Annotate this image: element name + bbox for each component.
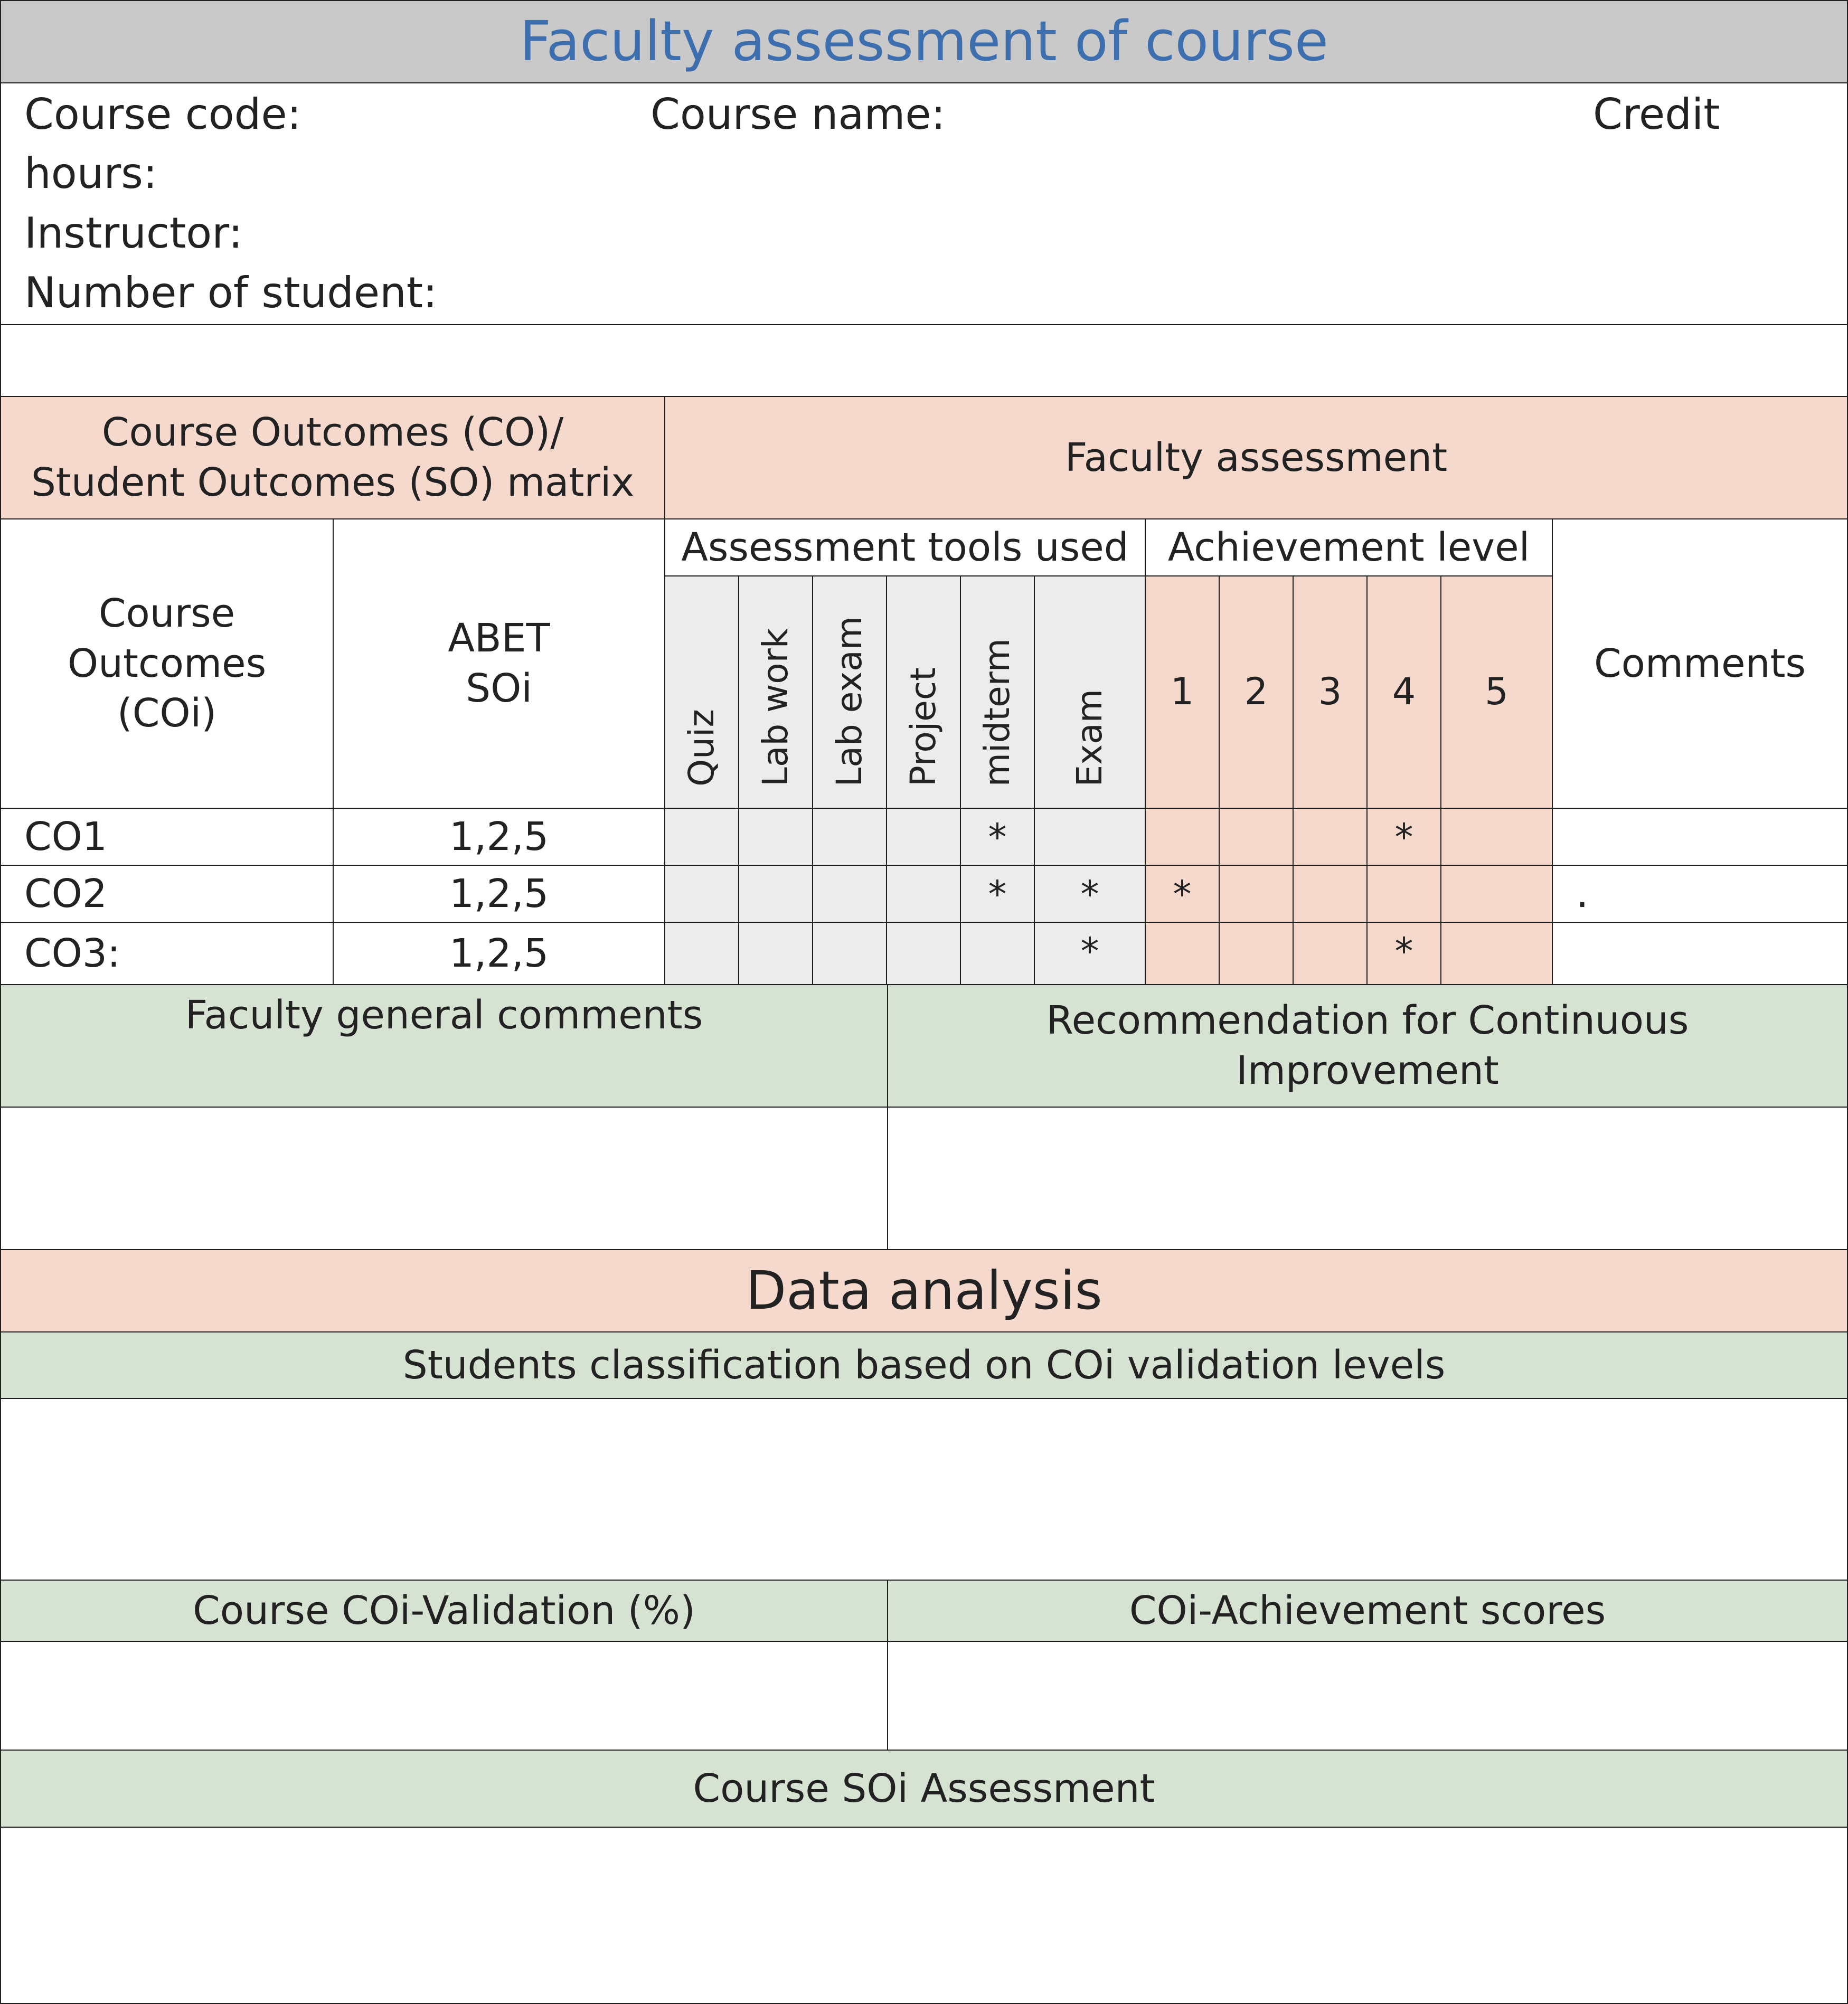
co-row-2-lab-exam (812, 865, 887, 923)
tool-label-quiz: Quiz (681, 709, 722, 787)
tool-header-midterm (960, 575, 1035, 809)
tool-label-lab-exam: Lab exam (828, 616, 870, 787)
co-row-1-so: 1,2,5 (333, 808, 665, 866)
tool-label-lab-work: Lab work (755, 628, 796, 787)
co-row-2-level-4 (1366, 865, 1441, 923)
co-row-2-so: 1,2,5 (333, 865, 665, 923)
co-row-1-midterm: * (960, 808, 1035, 866)
co-row-3-exam: * (1034, 922, 1146, 985)
co-row-2-quiz (664, 865, 739, 923)
students-classification-header: Students classification based on COi validation levels (0, 1331, 1848, 1399)
co-row-1-comment (1552, 808, 1848, 866)
tool-label-exam: Exam (1069, 688, 1110, 787)
assessment-tools-header: Assessment tools used (664, 518, 1146, 576)
co-row-2-project (886, 865, 961, 923)
co-row-3-midterm (960, 922, 1035, 985)
coi-validation-field[interactable] (0, 1641, 888, 1751)
level-header-2: 2 (1219, 575, 1294, 809)
co-row-2-level-1: * (1145, 865, 1220, 923)
hours-label: hours: (24, 149, 157, 198)
faculty-assessment-header: Faculty assessment (664, 396, 1848, 519)
form-title: Faculty assessment of course (0, 0, 1848, 83)
comments-header: Comments (1552, 518, 1848, 809)
co-row-1-level-5 (1440, 808, 1553, 866)
tool-header-lab-exam (812, 575, 887, 809)
co-row-2-label: CO2 (0, 865, 334, 923)
co-row-2-level-3 (1293, 865, 1368, 923)
course-code-label: Course code: (24, 90, 301, 139)
recommendation-field[interactable] (887, 1107, 1848, 1250)
tool-header-lab-work (738, 575, 813, 809)
co-row-3-lab-work (738, 922, 813, 985)
coi-achievement-scores-header: COi-Achievement scores (887, 1580, 1848, 1642)
co-row-2-level-5 (1440, 865, 1553, 923)
tool-header-quiz (664, 575, 739, 809)
co-row-2-comment: . (1552, 865, 1848, 923)
co-row-2-lab-work (738, 865, 813, 923)
co-row-3-project (886, 922, 961, 985)
blank-row (0, 324, 1848, 397)
co-row-3-label: CO3: (0, 922, 334, 985)
co-row-3-so: 1,2,5 (333, 922, 665, 985)
soi-assessment-header: Course SOi Assessment (0, 1750, 1848, 1828)
co-row-3-lab-exam (812, 922, 887, 985)
level-header-4: 4 (1366, 575, 1441, 809)
level-header-3: 3 (1293, 575, 1368, 809)
coi-validation-header: Course COi-Validation (%) (0, 1580, 888, 1642)
co-row-3-comment (1552, 922, 1848, 985)
co-row-2-exam: * (1034, 865, 1146, 923)
soi-assessment-field[interactable] (0, 1827, 1848, 2004)
abet-soi-header: ABET SOi (333, 518, 665, 809)
number-of-students-label: Number of student: (24, 268, 438, 317)
general-comments-field[interactable] (0, 1107, 888, 1250)
co-so-matrix-header: Course Outcomes (CO)/ Student Outcomes (SO) matrix (0, 396, 665, 519)
co-row-1-project (886, 808, 961, 866)
co-row-3-level-3 (1293, 922, 1368, 985)
co-row-1-exam (1034, 808, 1146, 866)
co-row-3-level-4: * (1366, 922, 1441, 985)
instructor-label: Instructor: (24, 209, 243, 258)
co-row-1-lab-work (738, 808, 813, 866)
co-row-1-level-3 (1293, 808, 1368, 866)
co-row-1-quiz (664, 808, 739, 866)
co-row-1-lab-exam (812, 808, 887, 866)
level-header-1: 1 (1145, 575, 1220, 809)
co-row-1-label: CO1 (0, 808, 334, 866)
course-outcomes-header: Course Outcomes (COi) (0, 518, 334, 809)
general-comments-header: Faculty general comments (0, 984, 888, 1108)
co-row-3-level-2 (1219, 922, 1294, 985)
co-row-1-level-4: * (1366, 808, 1441, 866)
co-row-2-midterm: * (960, 865, 1035, 923)
tool-label-project: Project (902, 667, 944, 787)
co-row-1-level-1 (1145, 808, 1220, 866)
course-name-label: Course name: (650, 90, 946, 139)
credit-label: Credit (1593, 90, 1720, 139)
students-classification-field[interactable] (0, 1398, 1848, 1581)
tool-header-exam (1034, 575, 1146, 809)
co-row-2-level-2 (1219, 865, 1294, 923)
co-row-1-level-2 (1219, 808, 1294, 866)
tool-label-midterm: midterm (976, 638, 1017, 787)
co-row-3-quiz (664, 922, 739, 985)
achievement-level-header: Achievement level (1145, 518, 1553, 576)
co-row-3-level-5 (1440, 922, 1553, 985)
recommendation-header: Recommendation for Continuous Improvement (887, 984, 1848, 1108)
coi-achievement-scores-field[interactable] (887, 1641, 1848, 1751)
co-row-3-level-1 (1145, 922, 1220, 985)
level-header-5: 5 (1440, 575, 1553, 809)
tool-header-project (886, 575, 961, 809)
data-analysis-header: Data analysis (0, 1249, 1848, 1332)
course-info-block (0, 82, 1848, 325)
